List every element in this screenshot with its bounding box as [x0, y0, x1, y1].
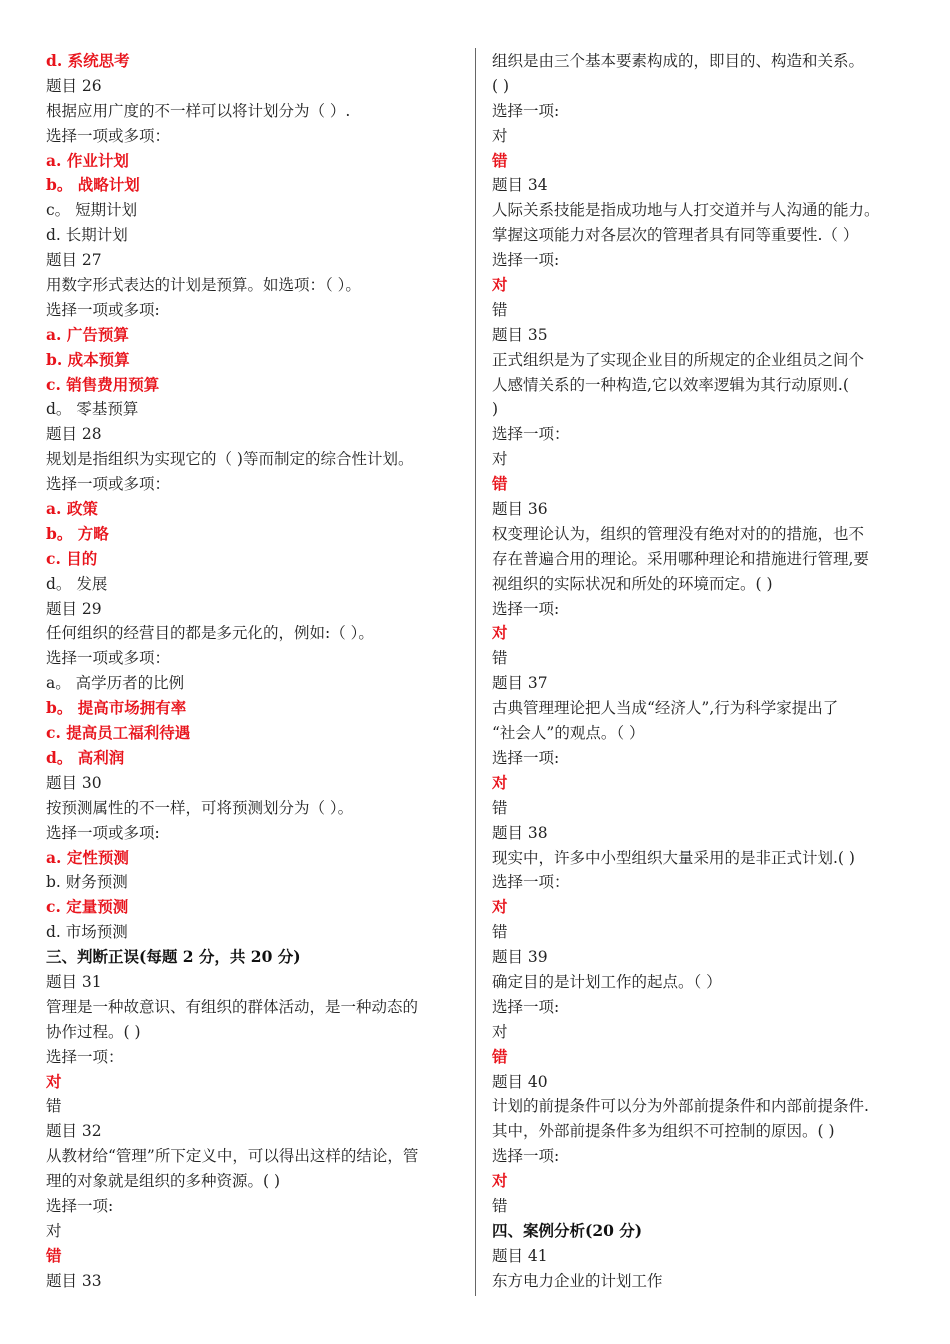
- answer-correct: a. 定性预测: [46, 847, 129, 867]
- text-line: 视组织的实际状况和所处的环境而定。( ): [492, 574, 773, 593]
- text-line: 掌握这项能力对各层次的管理者具有同等重要性.（ ）: [492, 226, 859, 245]
- text-line: 协作过程。( ): [46, 1022, 141, 1041]
- answer-option: c。 短期计划: [46, 201, 138, 220]
- answer-correct: c. 销售费用预算: [46, 374, 160, 394]
- answer-correct: a. 政策: [46, 499, 98, 519]
- text-line: 确定目的是计划工作的起点。（ ）: [492, 972, 722, 991]
- text-line: 权变理论认为，组织的管理没有绝对对的的措施，也不: [492, 524, 865, 543]
- text-line: 东方电力企业的计划工作: [492, 1271, 663, 1290]
- answer-option: 对: [46, 1221, 62, 1240]
- question-number: 题目 41: [492, 1246, 548, 1265]
- text-line: 古典管理理论把人当成“经济人”,行为科学家提出了: [492, 699, 839, 718]
- text-line: 存在普遍合用的理论。采用哪种理论和措施进行管理,要: [492, 549, 869, 568]
- section-heading: 四、案例分析(20 分): [492, 1220, 643, 1240]
- question-number: 题目 26: [46, 76, 102, 95]
- answer-option: 对: [492, 450, 508, 469]
- question-number: 题目 39: [492, 948, 548, 967]
- left-column: [46, 49, 464, 1294]
- question-number: 题目 36: [492, 500, 548, 519]
- text-line: 从教材给“管理”所下定义中，可以得出这样的结论，管: [46, 1147, 419, 1166]
- question-number: 题目 30: [46, 773, 102, 792]
- answer-option: 错: [492, 798, 508, 817]
- right-column: [492, 49, 922, 1294]
- text-line: 人感情关系的一种构造,它以效率逻辑为其行动原则.(: [492, 375, 849, 394]
- answer-option: 对: [492, 1022, 508, 1041]
- answer-option: 错: [492, 300, 508, 319]
- answer-correct: 错: [492, 150, 508, 170]
- choice-prompt: 选择一项:: [492, 599, 560, 618]
- text-line: 其中，外部前提条件多为组织不可控制的原因。( ): [492, 1122, 835, 1141]
- answer-option: a。 高学历者的比例: [46, 674, 185, 693]
- answer-option: 错: [492, 923, 508, 942]
- choice-prompt: 选择一项：: [492, 873, 570, 892]
- question-number: 题目 37: [492, 674, 548, 693]
- section-heading: 三、判断正误(每题 2 分，共 20 分): [46, 947, 301, 967]
- text-line: 组织是由三个基本要素构成的，即目的、构造和关系。: [492, 52, 865, 70]
- answer-option: 错: [492, 1196, 508, 1215]
- question-number: 题目 38: [492, 823, 548, 842]
- choice-prompt: 选择一项:: [492, 997, 560, 1016]
- text-line: 按预测属性的不一样，可将预测划分为（ ）。: [46, 798, 354, 817]
- answer-correct: 对: [492, 897, 508, 917]
- answer-correct: a. 广告预算: [46, 324, 129, 344]
- question-number: 题目 33: [46, 1271, 102, 1290]
- text-line: 任何组织的经营目的都是多元化的，例如:（ ）。: [46, 624, 374, 643]
- question-number: 题目 29: [46, 599, 102, 618]
- question-number: 题目 34: [492, 176, 548, 195]
- choice-prompt: 选择一项或多项：: [46, 649, 171, 668]
- answer-option: d。 发展: [46, 574, 108, 593]
- answer-correct: 错: [492, 474, 508, 494]
- text-line: 人际关系技能是指成功地与人打交道并与人沟通的能力。: [492, 201, 880, 220]
- text-line: ): [492, 400, 499, 419]
- choice-prompt: 选择一项或多项：: [46, 475, 171, 494]
- answer-correct: c. 目的: [46, 548, 98, 568]
- choice-prompt: 选择一项:: [492, 1147, 560, 1166]
- answer-correct: c. 定量预测: [46, 897, 129, 917]
- answer-correct: 对: [46, 1071, 62, 1091]
- question-number: 题目 40: [492, 1072, 548, 1091]
- choice-prompt: 选择一项或多项:: [46, 823, 160, 842]
- choice-prompt: 选择一项或多项：: [46, 126, 171, 145]
- answer-correct: d。 高利润: [46, 747, 125, 767]
- choice-prompt: 选择一项或多项:: [46, 300, 160, 319]
- answer-correct: d. 系统思考: [46, 51, 130, 70]
- choice-prompt: 选择一项:: [492, 101, 560, 120]
- choice-prompt: 选择一项：: [492, 425, 570, 444]
- column-divider: [475, 48, 476, 1296]
- text-line: 理的对象就是组织的多种资源。( ): [46, 1172, 281, 1191]
- choice-prompt: 选择一项:: [492, 748, 560, 767]
- question-number: 题目 28: [46, 425, 102, 444]
- answer-correct: b。 战略计划: [46, 175, 140, 195]
- answer-correct: b. 成本预算: [46, 349, 130, 369]
- text-line: 用数字形式表达的计划是预算。如选项：（ ）。: [46, 276, 361, 295]
- answer-correct: c. 提高员工福利待遇: [46, 723, 191, 743]
- answer-option: 错: [492, 649, 508, 668]
- answer-option: 错: [46, 1097, 62, 1116]
- text-line: 计划的前提条件可以分为外部前提条件和内部前提条件.: [492, 1097, 869, 1116]
- choice-prompt: 选择一项：: [46, 1047, 124, 1066]
- choice-prompt: 选择一项:: [46, 1196, 114, 1215]
- question-number: 题目 31: [46, 972, 102, 991]
- answer-correct: b。 提高市场拥有率: [46, 698, 187, 718]
- answer-correct: 对: [492, 772, 508, 792]
- question-number: 题目 32: [46, 1122, 102, 1141]
- answer-correct: 对: [492, 623, 508, 643]
- answer-option: d。 零基预算: [46, 400, 139, 419]
- answer-correct: a. 作业计划: [46, 150, 129, 170]
- answer-option: 对: [492, 126, 508, 145]
- question-number: 题目 27: [46, 251, 102, 270]
- answer-correct: 错: [492, 1046, 508, 1066]
- answer-correct: 对: [492, 275, 508, 295]
- answer-correct: b。 方略: [46, 523, 109, 543]
- text-line: ( ): [492, 76, 510, 95]
- answer-option: b. 财务预测: [46, 873, 128, 892]
- text-line: 规划是指组织为实现它的（ )等而制定的综合性计划。: [46, 450, 414, 469]
- choice-prompt: 选择一项:: [492, 251, 560, 270]
- text-line: “社会人”的观点。（ ）: [492, 724, 645, 743]
- answer-option: d. 长期计划: [46, 226, 128, 245]
- answer-correct: 错: [46, 1245, 62, 1265]
- text-line: 正式组织是为了实现企业目的所规定的企业组员之间个: [492, 350, 865, 369]
- text-line: 根据应用广度的不一样可以将计划分为（ ）.: [46, 101, 351, 120]
- answer-option: d. 市场预测: [46, 923, 128, 942]
- answer-correct: 对: [492, 1171, 508, 1191]
- question-number: 题目 35: [492, 325, 548, 344]
- text-line: 管理是一种故意识、有组织的群体活动，是一种动态的: [46, 997, 419, 1016]
- text-line: 现实中，许多中小型组织大量采用的是非正式计划.( ): [492, 848, 855, 867]
